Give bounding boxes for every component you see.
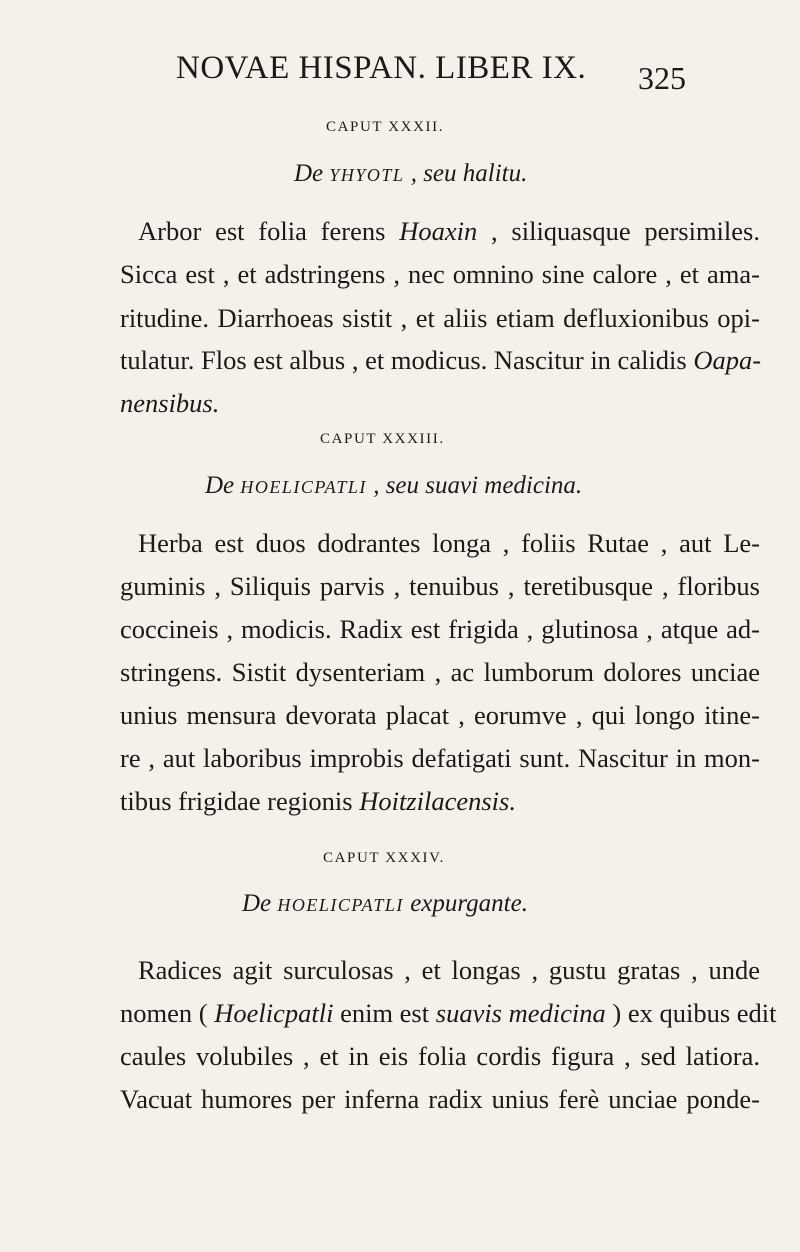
- text-line: ritudine. Diarrhoeas sistit , et aliis etiam defluxionibus opi-: [120, 303, 760, 333]
- subtitle-plant-name: HOELICPATLI: [277, 895, 404, 915]
- subtitle-rest: , seu suavi medicina.: [373, 472, 583, 499]
- text-line: Sicca est , et adstringens , nec omnino sine calore , et ama-: [120, 259, 760, 289]
- running-head: NOVAE HISPAN. LIBER IX.: [176, 50, 587, 86]
- caput-heading: CAPUT XXXII.: [326, 119, 445, 135]
- text-line: Herba est duos dodrantes longa , foliis Rutae , aut Le-: [138, 528, 760, 558]
- subtitle-de: De: [205, 472, 235, 499]
- text-line: coccineis , modicis. Radix est frigida , glutinosa , atque ad-: [120, 614, 760, 644]
- caput-heading: CAPUT XXXIV.: [323, 850, 445, 866]
- text-line: stringens. Sistit dysenteriam , ac lumborum dolores unciae: [120, 657, 760, 687]
- text-line: caules volubiles , et in eis folia cordis figura , sed latiora.: [120, 1041, 760, 1071]
- text-line: guminis , Siliquis parvis , tenuibus , teretibusque , floribus: [120, 571, 760, 601]
- subtitle-plant-name: YHYOTL: [329, 165, 405, 185]
- text-line: Radices agit surculosas , et longas , gustu gratas , unde: [138, 955, 760, 985]
- subtitle-rest: , seu halitu.: [410, 160, 528, 187]
- text-line: tulatur. Flos est albus , et modicus. Nascitur in calidis Oapa-: [120, 345, 762, 375]
- text-line: nensibus.: [120, 388, 220, 418]
- text-line: nomen ( Hoelicpatli enim est suavis medicina ) ex quibus edit: [120, 998, 777, 1028]
- subtitle-rest: expurgante.: [410, 890, 528, 917]
- caput-heading: CAPUT XXXIII.: [320, 431, 445, 447]
- subtitle-plant-name: HOELICPATLI: [240, 477, 367, 497]
- subtitle-de: De: [242, 890, 272, 917]
- chapter-subtitle: [294, 160, 527, 188]
- text-line: unius mensura devorata placat , eorumve , qui longo itine-: [120, 700, 760, 730]
- text-line: re , aut laboribus improbis defatigati sunt. Nascitur in mon-: [120, 743, 760, 773]
- chapter-subtitle: [205, 472, 582, 500]
- chapter-subtitle: [242, 890, 528, 918]
- subtitle-de: De: [294, 160, 324, 187]
- text-line: Vacuat humores per inferna radix unius ferè unciae ponde-: [120, 1084, 760, 1114]
- text-line: tibus frigidae regionis Hoitzilacensis.: [120, 786, 516, 816]
- text-line: Arbor est folia ferens Hoaxin , siliquasque persimiles.: [138, 216, 760, 246]
- page-number: 325: [638, 60, 686, 96]
